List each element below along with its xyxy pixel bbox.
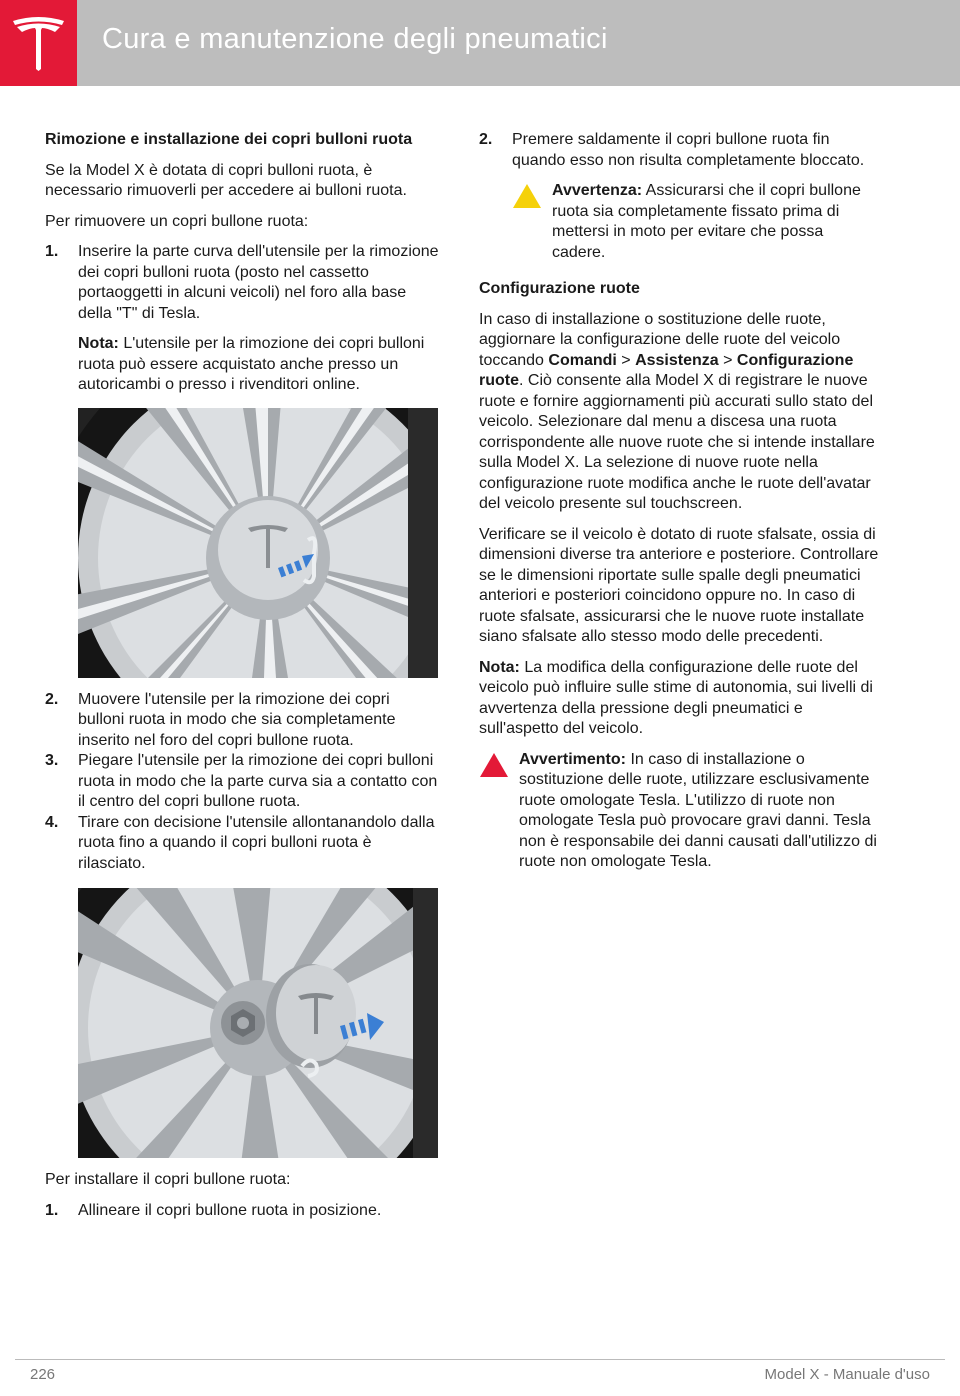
wheel-photo-release [78,888,438,1158]
install-title: Per installare il copri bullone ruota: [45,1171,291,1188]
config-paragraph-2: Verificare se il veicolo è dotato di ruote sfalsate, ossia di dimensioni diverse tra anteriore e posteriore. Controllare se le dimensioni riportate sulle spalle degli pneumatici anteriori e posteriori coincidono oppure no. In caso di ruote sfalsate, assicurarsi che le nuove ruote installate siano sfalsate allo stesso modo delle precedenti. [479,525,879,645]
install-step-1 [45,1201,440,1222]
menu-separator: > [616,351,636,369]
step-number: 1. [45,1201,59,1219]
caution-icon [512,181,552,263]
caution-box [512,181,879,263]
footer-title: Model X - Manuale d'uso [764,1366,930,1383]
tesla-logo-icon [11,15,66,71]
step-number: 2. [45,690,59,708]
step-number: 2. [479,131,493,148]
menu-separator: > [718,351,737,369]
caution-label: Avvertenza: [552,182,643,199]
menu-path-controls: Comandi [548,351,617,369]
page-header [0,0,960,86]
step-number: 1. [45,243,59,260]
install-step-2 [479,130,879,171]
step-text: Inserire la parte curva dell'utensile per la rimozione dei copri bulloni ruota (posto nel cassetto portaoggetti in alcuni veicoli) nel foro alla base della "T" di Tesla. [78,243,439,322]
step-number: 4. [45,813,59,831]
step-text: Premere saldamente il copri bullone ruota fin quando esso non risulta completamente bloccato. [512,131,865,169]
note-text: L'utensile per la rimozione dei copri bulloni ruota può essere acquistato anche presso un autoricambi o presso i rivenditori online. [78,335,425,393]
warning-text-block [519,750,879,873]
remove-step-1 [45,242,440,324]
caution-text: Assicurarsi che il copri bullone ruota sia completamente fissato prima di mettersi in moto per evitare che possa cadere. [552,182,861,261]
step-text: Allineare il copri bullone ruota in posizione. [78,1201,382,1219]
intro-paragraph: Se la Model X è dotata di copri bulloni ruota, è necessario rimuoverli per accedere ai bulloni ruota. [45,161,407,199]
remove-step-2 [45,690,440,752]
step-number: 3. [45,752,59,769]
remove-step-4 [45,813,440,875]
config-note [479,658,879,740]
note-label: Nota: [479,658,520,676]
remove-step-3 [45,751,440,813]
step-text: Tirare con decisione l'utensile allontanandolo dalla ruota fino a quando il copri bulloni ruota è rilasciato. [78,813,435,872]
warning-icon [479,750,519,873]
config-heading: Configurazione ruote [479,280,640,297]
note [78,334,440,396]
section-heading: Rimozione e installazione dei copri bulloni ruota [45,131,413,148]
config-text-a: In caso di installazione o sostituzione delle ruote, aggiornare la configurazione delle ruote del veicolo toccando [479,310,841,369]
left-column [45,130,440,1221]
remove-title: Per rimuovere un copri bullone ruota: [45,212,309,230]
menu-path-wheel-config: Configurazione ruote [479,351,854,389]
config-text-c: . Ciò consente alla Model X di registrare le nuove ruote e fornire aggiornamenti più accurati sullo stato del veicolo. Selezionare dal menu a discesa una ruota corrispondente alle nuove ruote che si intende installare sulla Model X. La selezione di nuove ruote nella configurazione ruote modifica anche le ruote dell'avatar del veicolo presente sul touchscreen. [479,372,875,512]
right-column [479,130,879,887]
page-number: 226 [30,1366,56,1383]
step-text: Muovere l'utensile per la rimozione dei copri bulloni ruota in modo che sia completamente inserito nel foro del copri bullone ruota. [78,690,396,749]
caution-text-block [552,181,879,263]
warning-text: In caso di installazione o sostituzione delle ruote, utilizzare esclusivamente ruote omologate Tesla. L'utilizzo di ruote non omologate Tesla può provocare gravi danni. Tesla non è responsabile dei danni causati dall'utilizzo di ruote non omologate Tesla. [519,750,877,870]
note-text: La modifica della configurazione delle ruote del veicolo può influire sulle stime di autonomia, sui livelli di avvertenza della pressione degli pneumatici e sull'aspetto del veicolo. [479,658,873,737]
wheel-photo-remove [78,408,438,678]
warning-box [479,750,879,873]
menu-path-service: Assistenza [635,351,719,369]
page-title: Cura e manutenzione degli pneumatici [102,23,608,55]
step-text: Piegare l'utensile per la rimozione dei copri bulloni ruota in modo che la parte curva sia a contatto con il centro del copri bullone ruota. [78,752,438,810]
config-paragraph-1 [479,310,879,515]
note-label: Nota: [78,335,119,352]
footer-divider [15,1359,945,1360]
tesla-logo [0,0,77,86]
warning-label: Avvertimento: [519,750,626,768]
